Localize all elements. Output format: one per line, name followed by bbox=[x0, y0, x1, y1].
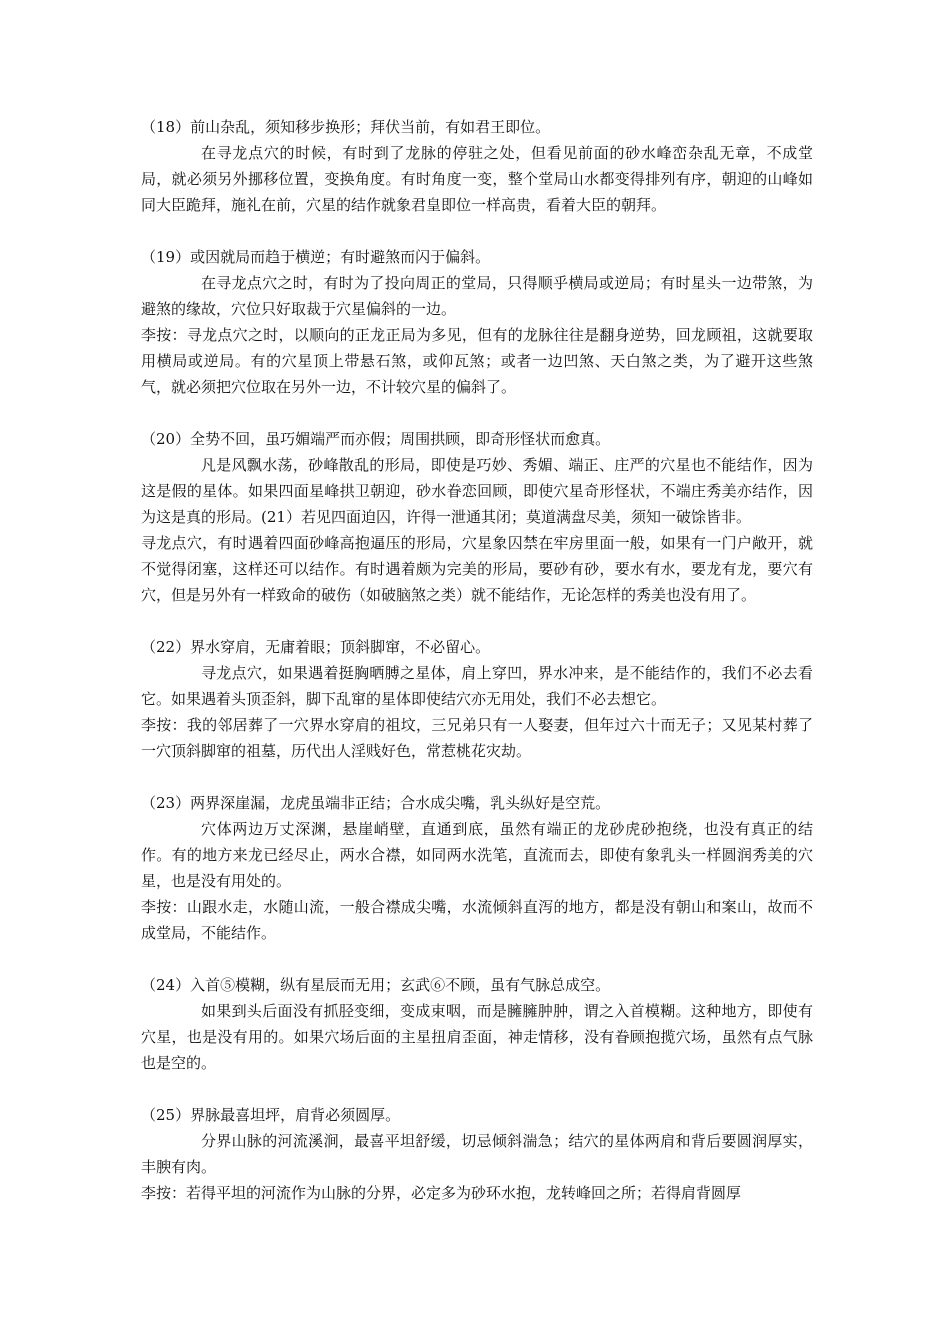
section-note: 李按：寻龙点穴之时，以顺向的正龙正局为多见，但有的龙脉往往是翻身逆势，回龙顾祖，这就要取用横局或逆局。有的穴星顶上带悬石煞，或仰瓦煞；或者一边凹煞、天白煞之类，为了避开这些煞气，就必须把穴位取在另外一边，不计较穴星的偏斜了。 bbox=[141, 326, 813, 396]
section-24 bbox=[141, 972, 813, 1076]
section-23 bbox=[141, 790, 813, 946]
section-heading: （19）或因就局而趋于横逆；有时避煞而闪于偏斜。 bbox=[141, 248, 491, 266]
section-paragraph: 穴体两边万丈深渊，悬崖峭壁，直通到底，虽然有端正的龙砂虎砂抱绕，也没有真正的结作。有的地方来龙已经尽止，两水合襟，如同两水洗笔，直流而去，即使有象乳头一样圆润秀美的穴星，也是没有用处的。 bbox=[141, 820, 813, 890]
section-heading: （25）界脉最喜坦坪，肩背必须圆厚。 bbox=[141, 1106, 401, 1124]
section-22 bbox=[141, 634, 813, 764]
section-note: 李按：我的邻居葬了一穴界水穿肩的祖坟，三兄弟只有一人娶妻，但年过六十而无子；又见某村葬了一穴顶斜脚窜的祖墓，历代出人淫贱好色，常惹桃花灾劫。 bbox=[141, 716, 813, 760]
document-page bbox=[141, 114, 813, 1232]
section-note: 李按：若得平坦的河流作为山脉的分界，必定多为砂环水抱，龙转峰回之所；若得肩背圆厚 bbox=[141, 1184, 742, 1202]
section-note: 寻龙点穴，有时遇着四面砂峰高抱逼压的形局，穴星象囚禁在牢房里面一般，如果有一门户敞开，就不觉得闭塞，这样还可以结作。有时遇着颇为完美的形局，要砂有砂，要水有水，要龙有龙，要穴有穴，但是另外有一样致命的破伤（如破脑煞之类）就不能结作，无论怎样的秀美也没有用了。 bbox=[141, 534, 813, 604]
section-paragraph: 如果到头后面没有抓胫变细，变成束咽，而是臃臃肿肿，谓之入首模糊。这种地方，即使有穴星，也是没有用的。如果穴场后面的主星扭肩歪面，神走情移，没有眷顾抱揽穴场，虽然有点气脉也是空的。 bbox=[141, 1002, 813, 1072]
section-paragraph: 在寻龙点穴之时，有时为了投向周正的堂局，只得顺乎横局或逆局；有时星头一边带煞，为避煞的缘故，穴位只好取裁于穴星偏斜的一边。 bbox=[141, 274, 813, 318]
section-heading: （23）两界深崖漏，龙虎虽端非正结；合水成尖嘴，乳头纵好是空荒。 bbox=[141, 794, 611, 812]
section-19 bbox=[141, 244, 813, 400]
section-paragraph: 寻龙点穴，如果遇着挺胸晒膊之星体，肩上穿凹，界水冲来，是不能结作的，我们不必去看它。如果遇着头顶歪斜，脚下乱窜的星体即使结穴亦无用处，我们不必去想它。 bbox=[141, 664, 813, 708]
section-paragraph: 在寻龙点穴的时候，有时到了龙脉的停驻之处，但看见前面的砂水峰峦杂乱无章，不成堂局，就必须另外挪移位置，变换角度。有时角度一变，整个堂局山水都变得排列有序，朝迎的山峰如同大臣跪拜，施礼在前，穴星的结作就象君皇即位一样高贵，看着大臣的朝拜。 bbox=[141, 144, 813, 214]
section-20 bbox=[141, 426, 813, 608]
section-18 bbox=[141, 114, 813, 218]
section-25 bbox=[141, 1102, 813, 1206]
section-heading: （20）全势不回，虽巧媚端严而亦假；周围拱顾，即奇形怪状而愈真。 bbox=[141, 430, 611, 448]
section-heading: （22）界水穿肩，无庸着眼；顶斜脚窜，不必留心。 bbox=[141, 638, 491, 656]
section-heading: （18）前山杂乱，须知移步换形；拜伏当前，有如君王即位。 bbox=[141, 118, 551, 136]
section-paragraph: 分界山脉的河流溪涧，最喜平坦舒缓，切忌倾斜湍急；结穴的星体两肩和背后要圆润厚实，丰腴有肉。 bbox=[141, 1132, 813, 1176]
section-heading: （24）入首⑤模糊，纵有星辰而无用；玄武⑥不顾，虽有气脉总成空。 bbox=[141, 976, 611, 994]
section-paragraph: 凡是风飘水荡，砂峰散乱的形局，即使是巧妙、秀媚、端正、庄严的穴星也不能结作，因为这是假的星体。如果四面星峰拱卫朝迎，砂水眷恋回顾，即使穴星奇形怪状，不端庄秀美亦结作，因为这是真的形局。(21）若见四面迫囚，许得一泄通其闭；莫道满盘尽美，须知一破馀皆非。 bbox=[141, 456, 813, 526]
section-note: 李按：山跟水走，水随山流，一般合襟成尖嘴，水流倾斜直泻的地方，都是没有朝山和案山，故而不成堂局，不能结作。 bbox=[141, 898, 813, 942]
